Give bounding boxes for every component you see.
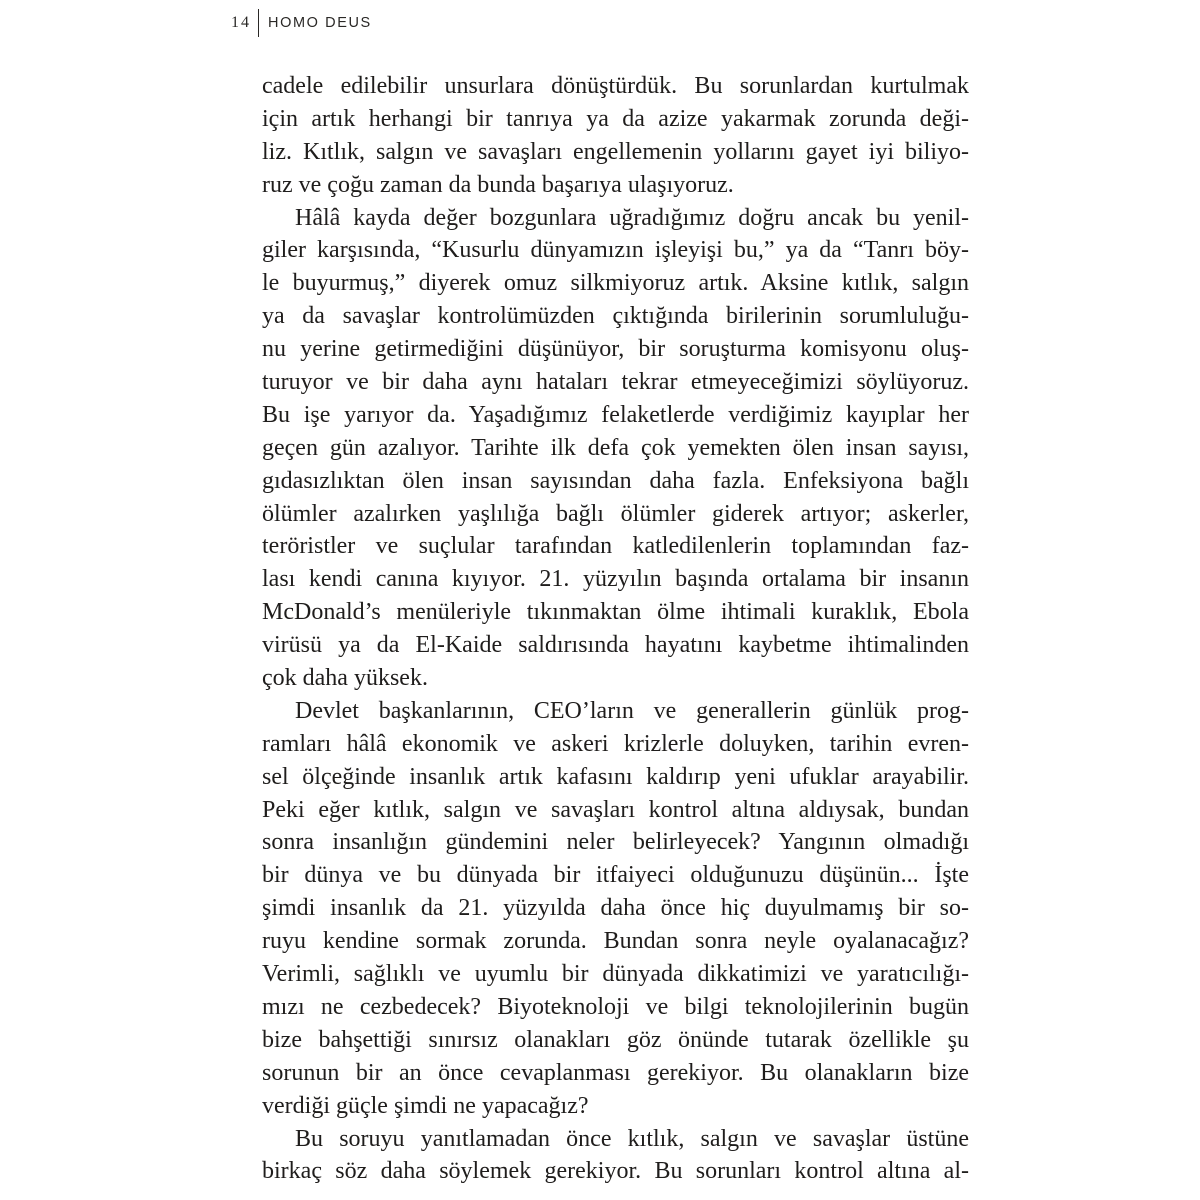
text-line: Hâlâ kayda değer bozgunlara uğradığımız doğru ancak bu yenil- [295, 204, 969, 231]
text-line: verdiği güçle şimdi ne yapacağız? [262, 1092, 589, 1119]
text-line: birkaç söz daha söylemek gerekiyor. Bu sorunları kontrol altına al- [262, 1158, 969, 1185]
text-line: ramları hâlâ ekonomik ve askeri krizlerle doluyken, tarihin evren- [262, 730, 969, 757]
text-line: teröristler ve suçlular tarafından katledilenlerin toplamından faz- [262, 533, 969, 560]
text-line: McDonald’s menüleriyle tıkınmaktan ölme ihtimali kuraklık, Ebola [262, 599, 969, 626]
text-line: ruyu kendine sormak zorunda. Bundan sonra neyle oyalanacağız? [262, 928, 969, 955]
text-line: sel ölçeğinde insanlık artık kafasını kaldırıp yeni ufuklar arayabilir. [262, 763, 969, 790]
text-line: nu yerine getirmediğini düşünüyor, bir soruşturma komisyonu oluş- [262, 336, 969, 363]
text-line: sorunun bir an önce cevaplanması gerekiyor. Bu olanakların bize [262, 1059, 969, 1086]
text-line: geçen gün azalıyor. Tarihte ilk defa çok yemekten ölen insan sayısı, [262, 434, 969, 461]
text-line: giler karşısında, “Kusurlu dünyamızın işleyişi bu,” ya da “Tanrı böy- [262, 237, 969, 264]
text-line: Bu işe yarıyor da. Yaşadığımız felaketlerde verdiğimiz kayıplar her [262, 401, 969, 428]
text-line: mızı ne cezbedecek? Biyoteknoloji ve bilgi teknolojilerinin bugün [262, 993, 969, 1020]
text-line: çok daha yüksek. [262, 665, 428, 692]
running-head [231, 9, 372, 37]
text-line: ölümler azalırken yaşlılığa bağlı ölümler giderek artıyor; askerler, [262, 500, 969, 527]
text-line: Bu soruyu yanıtlamadan önce kıtlık, salgın ve savaşlar üstüne [295, 1125, 969, 1152]
text-line: bize bahşettiği sınırsız olanakları göz önünde tutarak özellikle şu [262, 1026, 969, 1053]
text-line: ruz ve çoğu zaman da bunda başarıya ulaşıyoruz. [262, 171, 734, 198]
text-line: Verimli, sağlıklı ve uyumlu bir dünyada dikkatimizi ve yaratıcılığı- [262, 961, 969, 988]
text-line: sonra insanlığın gündemini neler belirleyecek? Yangının olmadığı [262, 829, 969, 856]
text-line: turuyor ve bir daha aynı hataları tekrar etmeyeceğimizi söylüyoruz. [262, 369, 969, 396]
body-text [262, 70, 969, 1188]
book-title: HOMO DEUS [268, 15, 372, 31]
page-number: 14 [231, 14, 251, 31]
text-line: lası kendi canına kıyıyor. 21. yüzyılın başında ortalama bir insanın [262, 566, 969, 593]
header-divider [258, 9, 259, 37]
text-line: Devlet başkanlarının, CEO’ların ve generallerin günlük prog- [295, 697, 969, 724]
text-line: Peki eğer kıtlık, salgın ve savaşları kontrol altına aldıysak, bundan [262, 796, 969, 823]
text-line: gıdasızlıktan ölen insan sayısından daha fazla. Enfeksiyona bağlı [262, 467, 969, 494]
text-line: için artık herhangi bir tanrıya ya da azize yakarmak zorunda deği- [262, 105, 969, 132]
text-line: şimdi insanlık da 21. yüzyılda daha önce hiç duyulmamış bir so- [262, 895, 969, 922]
text-line: cadele edilebilir unsurlara dönüştürdük. Bu sorunlardan kurtulmak [262, 73, 969, 99]
text-line: ya da savaşlar kontrolümüzden çıktığında birilerinin sorumluluğu- [262, 303, 969, 330]
text-line: bir dünya ve bu dünyada bir itfaiyeci olduğunuzu düşünün... İşte [262, 862, 969, 889]
text-line: liz. Kıtlık, salgın ve savaşları engellemenin yollarını gayet iyi biliyo- [262, 138, 969, 165]
text-line: virüsü ya da El-Kaide saldırısında hayatını kaybetme ihtimalinden [262, 632, 969, 659]
text-line: le buyurmuş,” diyerek omuz silkmiyoruz artık. Aksine kıtlık, salgın [262, 270, 969, 297]
